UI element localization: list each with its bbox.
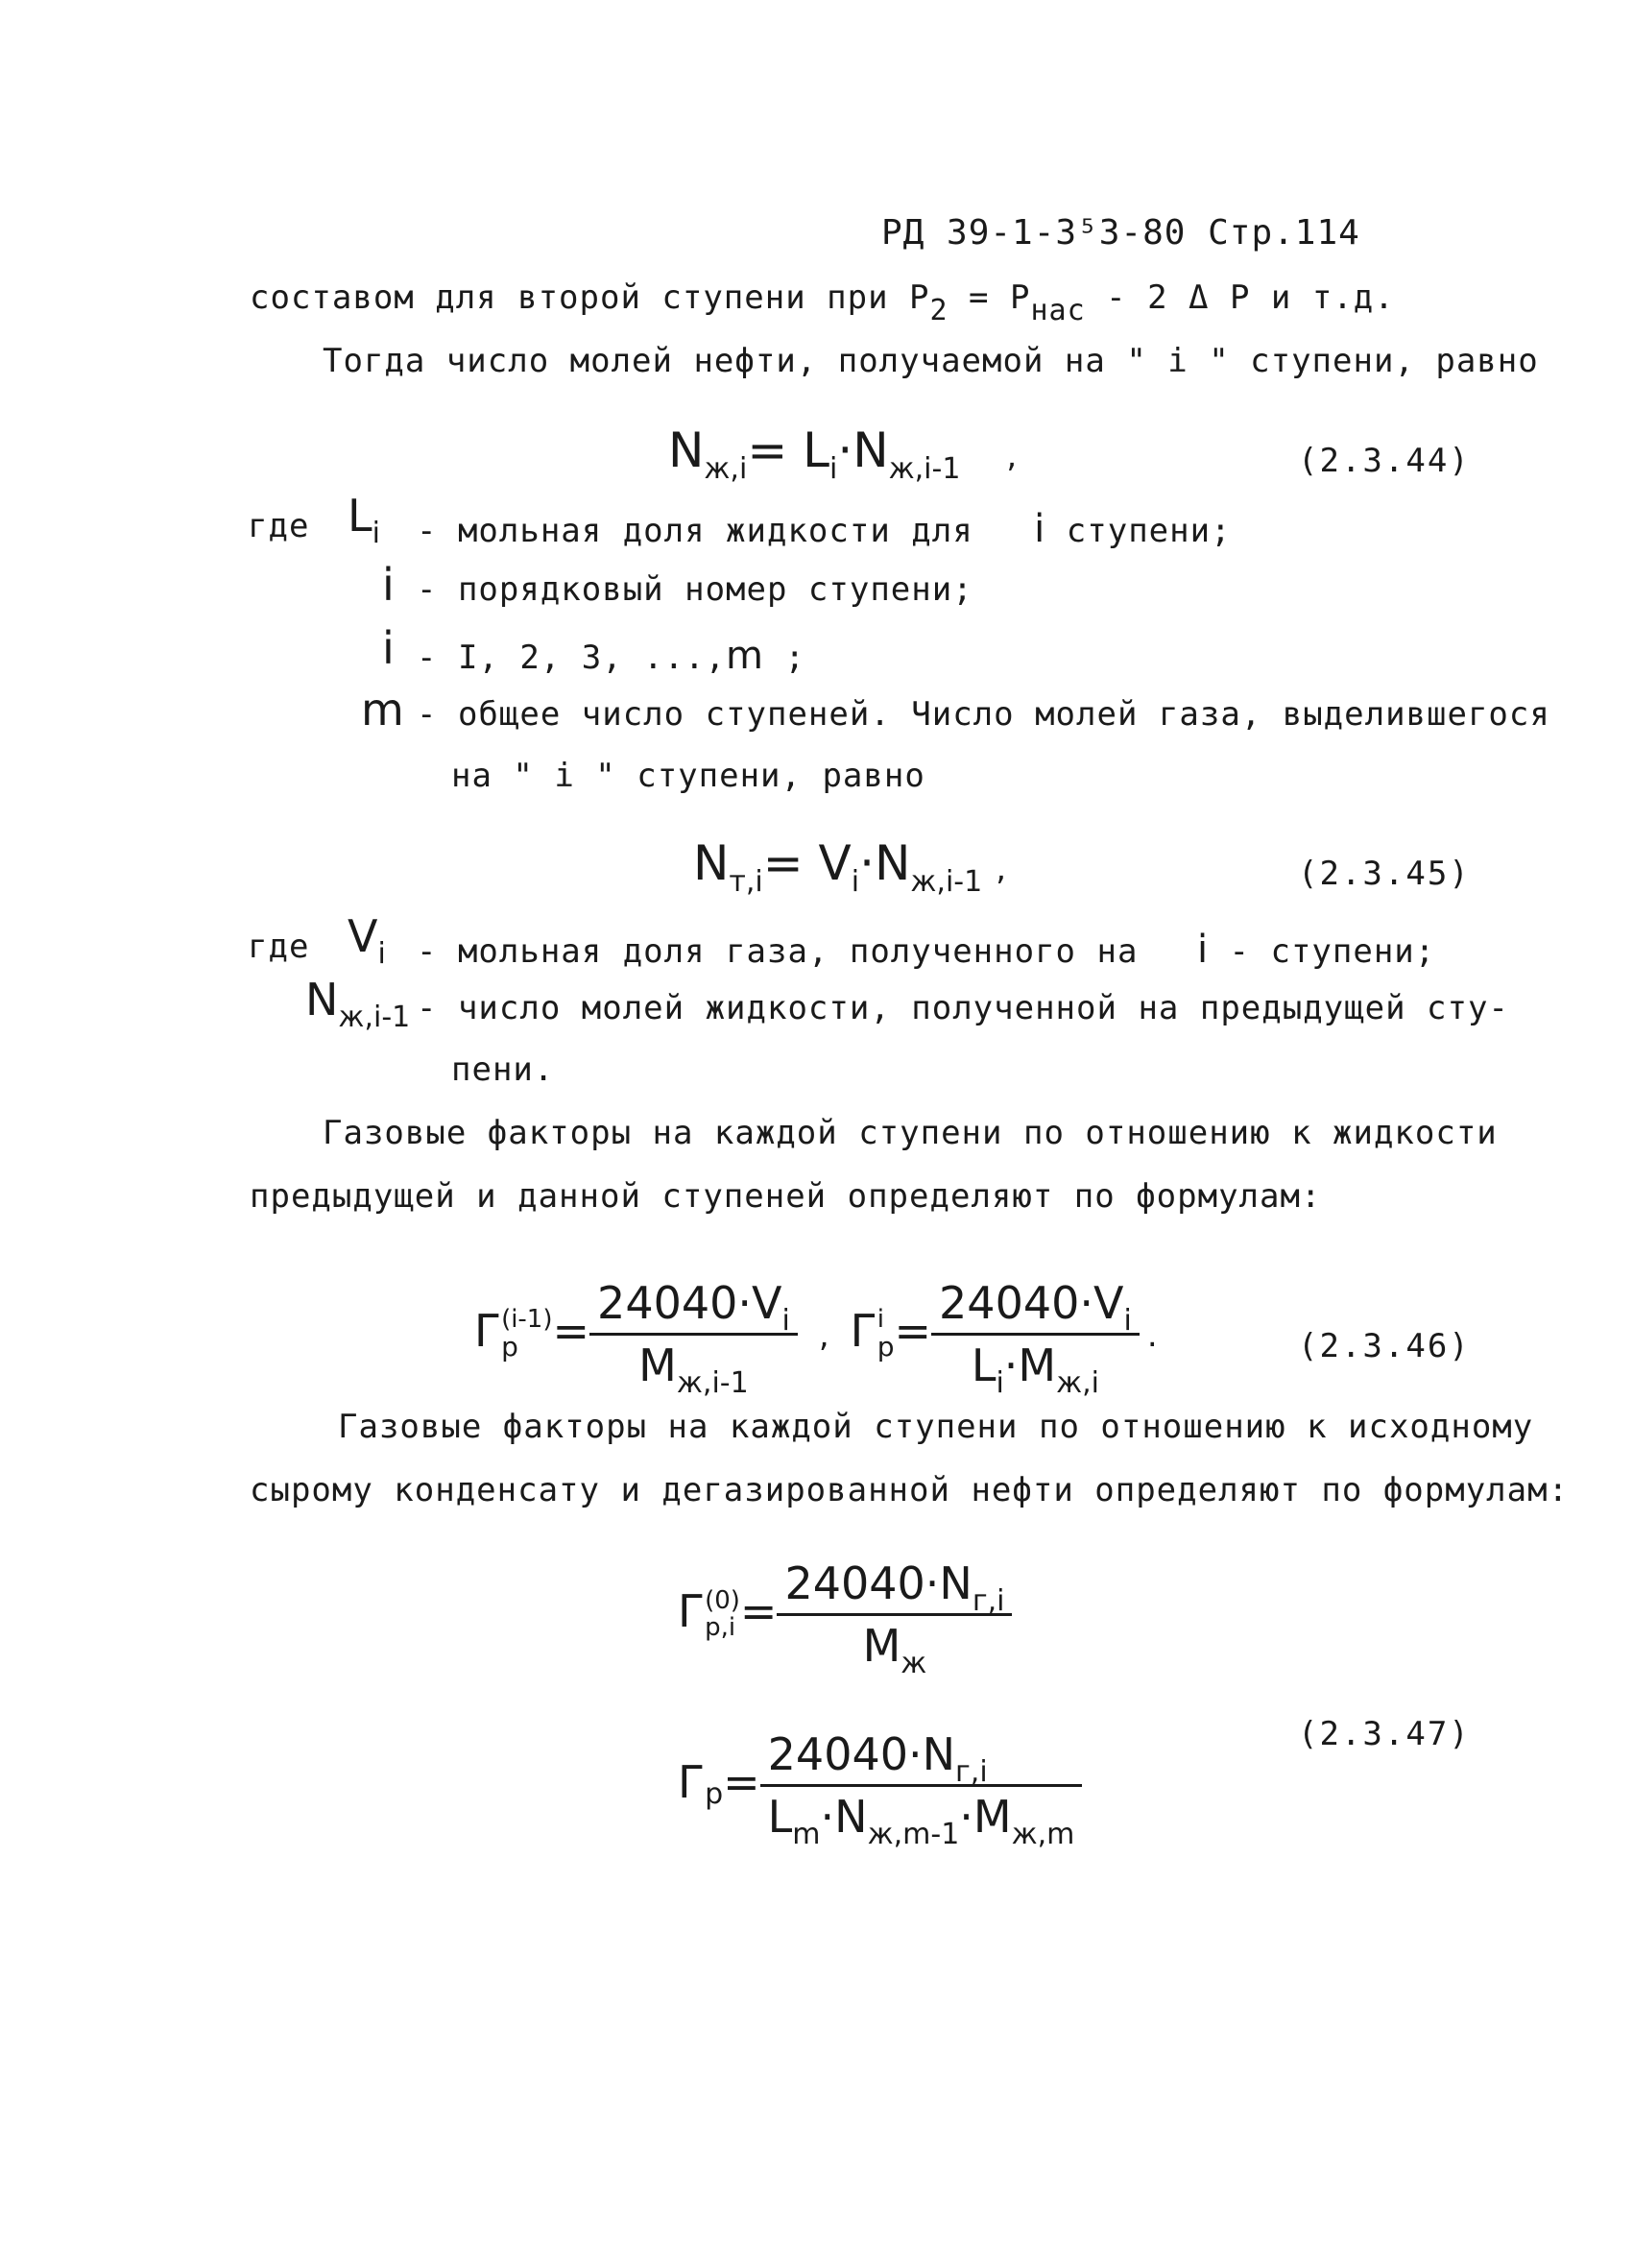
eq47b-eq: =: [723, 1756, 760, 1808]
paragraph-2-line-2: сырому конденсату и дегазированной нефти определяют по формулам:: [250, 1471, 1570, 1509]
def-Vi-desc: - мольная доля газа, полученного на: [417, 932, 1139, 971]
eq47b-den3: ·M: [959, 1791, 1012, 1843]
def-N-symbol: N: [305, 974, 339, 1025]
eq46-tail: .: [1146, 1316, 1158, 1355]
eq47b-den-text: L: [767, 1791, 793, 1843]
def-i2-end: ;: [784, 639, 805, 677]
paragraph-1-line-2: предыдущей и данной ступеней определяют по формулам:: [250, 1177, 1322, 1216]
eq47a-sub: р,i: [705, 1612, 736, 1642]
def-Vi-sub: i: [377, 937, 386, 971]
def-N-text: - число молей жидкости, полученной на предыдущей сту-: [417, 989, 1509, 1027]
equation-2-3-46: [474, 1277, 1158, 1400]
eq45-label: (2.3.45): [1298, 855, 1471, 893]
eq44-rhs: = L: [747, 422, 829, 478]
eq47a-den-text: M: [862, 1620, 901, 1672]
eq46-b-den: [931, 1336, 1140, 1400]
eq44-label: (2.3.44): [1298, 442, 1471, 480]
eq46-a-lhs: Г: [474, 1305, 502, 1357]
eq47b-frac: [760, 1728, 1083, 1851]
eq46-b-eq: =: [894, 1305, 932, 1357]
paragraph-1-line-1: Газовые факторы на каждой ступени по отношению к жидкости: [323, 1114, 1498, 1152]
eq46-b-den-sub: i: [996, 1366, 1004, 1400]
eq44-rhs-sub: i: [829, 452, 838, 486]
page-header: РД 39-1-3⁵3-80 Стр.114: [881, 213, 1360, 253]
eq47a-den-sub: ж: [901, 1647, 927, 1680]
eq47b-num-sub: г,i: [955, 1755, 988, 1789]
def-i2-m: m: [726, 634, 765, 678]
eq47b-den: [760, 1787, 1083, 1851]
eq44-rhs2-sub: ж,i-1: [888, 452, 961, 486]
eq45-rhs-sub: i: [851, 865, 860, 899]
eq46-b-sub: р: [877, 1331, 895, 1363]
def-i-text: - порядковый номер ступени;: [417, 570, 973, 609]
paragraph-2-line-1: Газовые факторы на каждой ступени по отношению к исходному: [338, 1408, 1534, 1446]
where-1: где: [248, 507, 310, 545]
eq46-b-sup: i: [877, 1305, 884, 1335]
eq46-a-sub: р: [501, 1331, 518, 1363]
text-line-1-sub2: нас: [1030, 294, 1086, 327]
text-line-1-mid: = P: [948, 278, 1031, 317]
eq46-b-lhs: Г: [850, 1305, 877, 1357]
eq47a-num-text: 24040·N: [784, 1557, 973, 1609]
def-Vi-end: - ступени;: [1229, 932, 1436, 971]
eq47b-sub: р: [705, 1777, 724, 1811]
equation-2-3-44: [668, 422, 1018, 486]
def-Li-desc: - мольная доля жидкости для: [417, 512, 973, 550]
where-2: где: [248, 928, 310, 966]
eq46-a-sup: (i-1): [501, 1305, 553, 1335]
eq47b-num: [760, 1728, 1083, 1787]
eq47b-den2-sub: ж,m-1: [867, 1818, 960, 1851]
def-Vi-i: i: [1196, 928, 1210, 972]
eq46-a-den-text: M: [638, 1339, 677, 1391]
def-Li-end: ступени;: [1066, 512, 1232, 550]
def-m-term: m: [361, 684, 404, 736]
def-N-sub: ж,i-1: [338, 1001, 411, 1034]
eq46-a-den: [589, 1336, 798, 1400]
def-Li-text: [417, 507, 1232, 551]
eq44-rhs2: ·N: [837, 422, 889, 478]
text-line-1-end: - 2 Δ P и т.д.: [1085, 278, 1395, 317]
eq47b-num-text: 24040·N: [767, 1728, 956, 1780]
eq47a-num: [777, 1557, 1012, 1616]
text-line-1: [250, 278, 1395, 327]
def-Li-sub: i: [372, 517, 380, 550]
text-line-1-a: составом для второй ступени при P: [250, 278, 930, 317]
eq45-lhs-sub: т,i: [729, 865, 763, 899]
def-Li-term: [348, 490, 380, 550]
eq44-tail: ,: [1006, 437, 1018, 475]
eq47b-den-sub: m: [792, 1818, 821, 1851]
eq45-lhs: N: [693, 835, 730, 891]
eq45-rhs2-sub: ж,i-1: [910, 865, 983, 899]
text-line-2: Тогда число молей нефти, получаемой на " i " ступени, равно: [323, 342, 1539, 380]
eq46-a-eq: =: [552, 1305, 590, 1357]
eq46-label: (2.3.46): [1298, 1327, 1471, 1365]
eq46-b-num-text: 24040·V: [939, 1277, 1124, 1329]
eq46-b-den-text: L: [971, 1339, 997, 1391]
eq46-a-den-sub: ж,i-1: [676, 1366, 749, 1400]
eq47a-frac: [777, 1557, 1012, 1680]
def-N-term: [305, 974, 411, 1034]
eq47-label: (2.3.47): [1298, 1715, 1471, 1753]
eq45-rhs2: ·N: [859, 835, 911, 891]
def-Vi-text: [417, 928, 1435, 972]
def-i-term: i: [382, 559, 395, 611]
eq47a-sup: (0): [705, 1586, 740, 1616]
def-Vi-term: [348, 910, 386, 971]
equation-2-3-47-b: [678, 1728, 1082, 1851]
def-N-text-2: пени.: [451, 1050, 555, 1089]
eq47a-den: [777, 1616, 1012, 1680]
def-i2-text: [417, 634, 805, 678]
def-i2-desc: - I, 2, 3, ...,: [417, 639, 727, 677]
eq46-b-num: [931, 1277, 1140, 1336]
eq44-lhs-sub: ж,i: [704, 452, 748, 486]
equation-2-3-47-a: [678, 1557, 1012, 1680]
text-line-1-sub: 2: [929, 294, 949, 327]
eq47b-den2: ·N: [820, 1791, 868, 1843]
eq46-a-num-sub: i: [781, 1304, 790, 1338]
eq46-b-den2: ·M: [1003, 1339, 1057, 1391]
def-m-text: - общее число ступеней. Число молей газа, выделившегося: [417, 695, 1550, 734]
eq46-b-frac: [931, 1277, 1140, 1400]
eq46-a-num: [589, 1277, 798, 1336]
eq46-a-frac: [589, 1277, 798, 1400]
eq47b-den3-sub: ж,m: [1011, 1818, 1075, 1851]
def-Li-symbol: L: [348, 490, 372, 542]
equation-2-3-45: [693, 835, 1007, 899]
eq45-rhs: = V: [762, 835, 852, 891]
eq46-b-den2-sub: ж,i: [1056, 1366, 1100, 1400]
eq46-b-num-sub: i: [1123, 1304, 1132, 1338]
eq47a-num-sub: г,i: [972, 1584, 1005, 1618]
eq46-a-num-text: 24040·V: [597, 1277, 782, 1329]
eq45-tail: ,: [996, 850, 1007, 888]
eq44-lhs: N: [668, 422, 705, 478]
eq46-sep: ,: [818, 1316, 829, 1355]
eq47b-lhs: Г: [678, 1756, 706, 1808]
def-m-text-2: на " i " ступени, равно: [451, 757, 925, 795]
def-i2-term: i: [382, 622, 395, 674]
eq47a-eq: =: [739, 1585, 778, 1637]
def-Vi-symbol: V: [348, 910, 378, 962]
eq47a-lhs: Г: [678, 1585, 706, 1637]
def-Li-i: i: [1034, 507, 1046, 551]
